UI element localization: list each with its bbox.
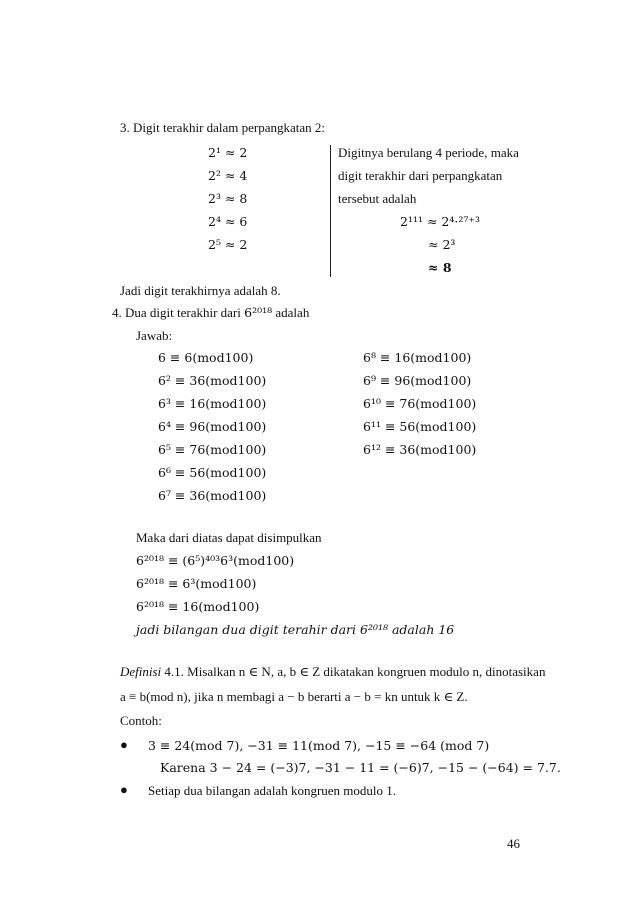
summary-line: 6²⁰¹⁸ ≡ (6⁵)⁴⁰³6³(mod100) [136,553,295,568]
definition-label: Definisi [120,664,162,679]
derivation-line: ≈ 2³ [428,237,456,252]
summary-intro: Maka dari diatas dapat disimpulkan [136,530,322,545]
bullet-dot: ● [120,782,128,797]
example-bullet-2: Setiap dua bilangan adalah kongruen modulo 1. [148,783,397,798]
derivation-line: 2¹¹¹ ≈ 2⁴·²⁷⁺³ [400,214,480,229]
congruence-left: 6⁶ ≡ 56(mod100) [158,465,267,480]
section4-heading-prefix: 4. Dua digit terakhir dari [112,305,245,320]
note-line: digit terakhir dari perpangkatan [338,168,503,183]
section4-heading [112,305,309,321]
power-row: 2² ≈ 4 [208,168,248,183]
definition-text: 4.1. Misalkan n ∈ N, a, b ∈ Z dikatakan kongruen modulo n, dinotasikan [161,664,546,679]
section4-heading-math: 6²⁰¹⁸ [244,305,273,320]
definition-line-1 [120,664,545,680]
example-label: Contoh: [120,713,162,728]
congruence-right: 6¹⁰ ≡ 76(mod100) [363,396,477,411]
section3-conclusion: Jadi digit terakhirnya adalah 8. [120,283,281,298]
congruence-left: 6⁴ ≡ 96(mod100) [158,419,267,434]
derivation-line: ≈ 8 [428,260,452,275]
summary-line: 6²⁰¹⁸ ≡ 16(mod100) [136,599,260,614]
congruence-left: 6 ≡ 6(mod100) [158,350,254,365]
power-row: 2⁵ ≈ 2 [208,237,248,252]
example-bullet-1-detail: Karena 3 − 24 = (−3)7, −31 − 11 = (−6)7, −15 − (−64) = 7.7. [160,760,561,775]
section3-heading: 3. Digit terakhir dalam perpangkatan 2: [120,120,326,135]
definition-line-2: a ≡ b(mod n), jika n membagi a − b berarti a − b = kn untuk k ∈ Z. [120,689,468,704]
note-line: tersebut adalah [338,191,417,206]
example-bullet-1: 3 ≡ 24(mod 7), −31 ≡ 11(mod 7), −15 ≡ −64 (mod 7) [148,738,490,753]
answer-label: Jawab: [136,328,173,343]
final-statement: jadi bilangan dua digit terahir dari 6²⁰¹⁸ adalah 16 [136,622,455,637]
congruence-left: 6³ ≡ 16(mod100) [158,396,267,411]
page-number: 46 [507,836,520,851]
bullet-dot: ● [120,737,128,752]
power-row: 2¹ ≈ 2 [208,145,248,160]
congruence-left: 6⁵ ≡ 76(mod100) [158,442,267,457]
divider-line [330,145,331,277]
congruence-right: 6⁹ ≡ 96(mod100) [363,373,472,388]
power-row: 2⁴ ≈ 6 [208,214,248,229]
summary-line: 6²⁰¹⁸ ≡ 6³(mod100) [136,576,257,591]
congruence-right: 6⁸ ≡ 16(mod100) [363,350,472,365]
congruence-right: 6¹² ≡ 36(mod100) [363,442,477,457]
congruence-left: 6² ≡ 36(mod100) [158,373,267,388]
congruence-right: 6¹¹ ≡ 56(mod100) [363,419,477,434]
note-line: Digitnya berulang 4 periode, maka [338,145,519,160]
congruence-left: 6⁷ ≡ 36(mod100) [158,488,267,503]
section4-heading-suffix: adalah [272,305,310,320]
power-row: 2³ ≈ 8 [208,191,248,206]
